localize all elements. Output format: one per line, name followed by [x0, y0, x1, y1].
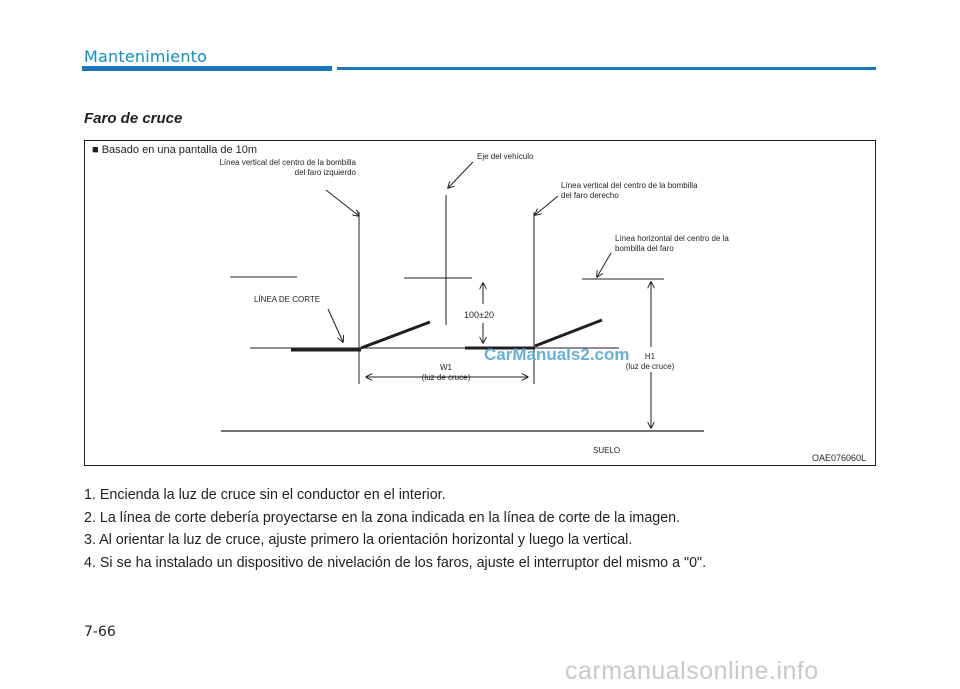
- right-bulb-label-line1: Línea vertical del centro de la bombilla: [561, 181, 698, 190]
- section-title: Mantenimiento: [84, 47, 208, 66]
- figure-title: [92, 144, 257, 156]
- header-rule-dark: [82, 66, 332, 71]
- subheading: Faro de cruce: [84, 110, 183, 127]
- step-item: 2. La línea de corte debería proyectarse en la zona indicada en la línea de corte de la imagen.: [84, 509, 681, 526]
- left-bulb-label-line2: del faro izquierdo: [294, 168, 356, 177]
- horizontal-line-label: [615, 234, 729, 254]
- page-number: 7-66: [84, 624, 116, 640]
- w1-label-sub: (luz de cruce): [421, 373, 471, 382]
- horizontal-line-pointer: [597, 253, 611, 277]
- horizontal-line-label-line1: Línea horizontal del centro de la: [615, 234, 729, 243]
- step-item: 1. Encienda la luz de cruce sin el conductor en el interior.: [84, 487, 446, 503]
- left-bulb-label: [200, 158, 356, 178]
- figure-code: OAE076060L: [812, 453, 867, 463]
- offset-label: 100±20: [464, 310, 494, 320]
- figure-title-text: Basado en una pantalla de 10m: [101, 144, 258, 156]
- w1-label: [414, 363, 478, 383]
- figure-frame: [85, 141, 876, 466]
- headlight-aiming-figure: [84, 140, 876, 466]
- ground-label: SUELO: [593, 446, 621, 455]
- right-bulb-label-line2: del faro derecho: [561, 191, 619, 200]
- cutoff-pointer: [328, 309, 343, 342]
- h1-label-sub: (luz de cruce): [625, 362, 675, 371]
- right-bulb-label: [561, 181, 698, 201]
- left-cutoff-slope: [361, 322, 430, 348]
- aiming-diagram: [84, 140, 876, 466]
- bullet-square-icon: ■: [92, 144, 99, 156]
- header-rule-light: [337, 67, 876, 70]
- footer-watermark[interactable]: carmanualsonline.info: [565, 657, 819, 685]
- step-item: 4. Si se ha instalado un dispositivo de nivelación de los faros, ajuste el interruptor del mismo a "0".: [84, 554, 707, 571]
- right-bulb-pointer: [535, 196, 558, 215]
- w1-label-main: W1: [440, 363, 452, 372]
- left-bulb-label-line1: Línea vertical del centro de la bombilla: [219, 158, 356, 167]
- vehicle-axis-label: Eje del vehículo: [477, 152, 534, 161]
- h1-label-main: H1: [644, 352, 656, 361]
- horizontal-line-label-line2: bombilla del faro: [615, 244, 674, 253]
- cutoff-line-label: LÍNEA DE CORTE: [254, 295, 321, 304]
- right-cutoff-slope: [535, 320, 602, 346]
- vehicle-axis-pointer: [448, 162, 473, 188]
- site-watermark[interactable]: CarManuals2.com: [484, 345, 630, 364]
- left-bulb-pointer: [326, 190, 359, 216]
- steps-list: [84, 484, 884, 574]
- step-item: 3. Al orientar la luz de cruce, ajuste primero la orientación horizontal y luego la vertical.: [84, 532, 633, 548]
